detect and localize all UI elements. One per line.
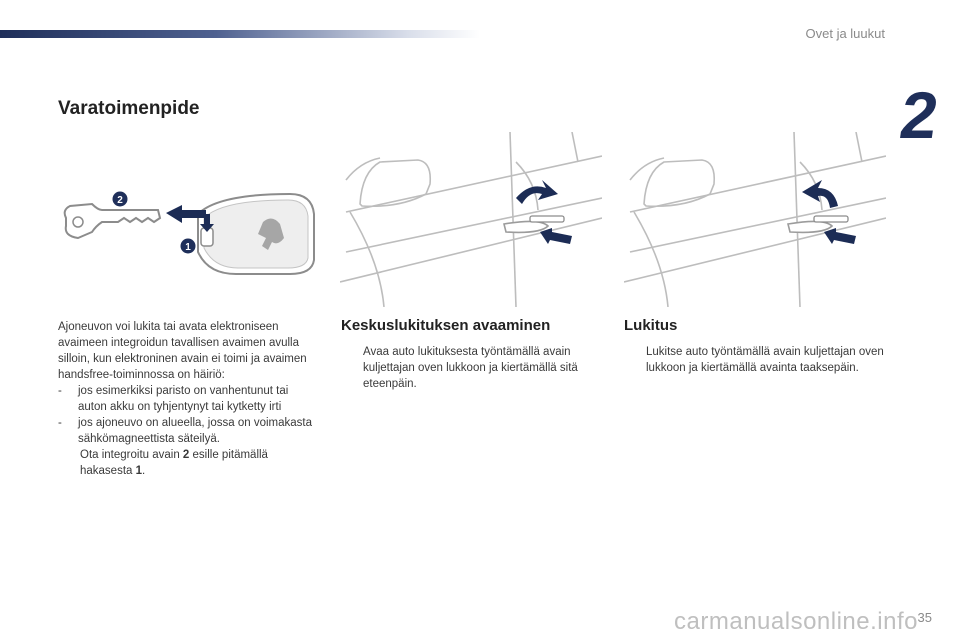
page-number: 35 [917, 610, 932, 625]
intro-paragraph: Ajoneuvon voi lukita tai avata elektroniseen avaimeen integroidun tavallisen avaimen avulla silloin, kun elektroninen avain ei toimi ja avaimen handsfree-toiminnossa on häiriö: [58, 321, 307, 381]
marker-1-label: 1 [185, 242, 191, 253]
bullet-item [58, 447, 318, 479]
door-unlock-illustration [340, 132, 602, 307]
lock-text: Lukitse auto työntämällä avain kuljettajan oven lukkoon ja kiertämällä avainta taaksepäin. [646, 346, 884, 374]
running-head: Ovet ja luukut [805, 26, 885, 41]
door-key [530, 216, 564, 222]
chapter-number: 2 [896, 78, 944, 152]
list-item-text: jos esimerkiksi paristo on vanhentunut tai auton akku on tyhjentynyt tai kytketty irti [78, 385, 289, 413]
door-lock-illustration [624, 132, 886, 307]
list-item-text: jos ajoneuvo on alueella, jossa on voimakasta sähkömagneettista säteilyä. [78, 417, 312, 445]
dash-marker: - [58, 385, 62, 397]
right-column [624, 318, 886, 376]
door-handle [788, 221, 832, 232]
header-gradient-bar [0, 30, 480, 38]
list-item [58, 383, 318, 415]
unlock-text: Avaa auto lukituksesta työntämällä avain kuljettajan oven lukkoon ja kiertämällä sitä eteenpäin. [363, 346, 578, 390]
bullet-item [624, 344, 886, 376]
key-fob-illustration [58, 188, 320, 280]
bullet-text-middle: esille pitämällä hakasesta [80, 449, 268, 477]
section-title: Varatoimenpide [58, 98, 200, 119]
middle-column [341, 318, 603, 392]
door-handle [504, 221, 548, 232]
dash-marker: - [58, 417, 62, 429]
watermark: carmanualsonline.info [674, 608, 918, 635]
list-item [58, 415, 318, 447]
left-column [58, 319, 318, 479]
unlock-heading: Keskuslukituksen avaaminen [341, 317, 551, 334]
bullet-text-after: . [142, 465, 146, 477]
lock-heading: Lukitus [624, 317, 678, 334]
door-key [814, 216, 848, 222]
bullet-item [341, 344, 603, 392]
arrow-push-icon [540, 228, 572, 244]
bullet-text-before: Ota integroitu avain [80, 449, 183, 461]
key-number: 2 [182, 449, 190, 461]
marker-2-label: 2 [117, 195, 123, 206]
rotate-backward-arrow-icon [802, 180, 838, 208]
arrow-push-icon [824, 228, 856, 244]
clip-number: 1 [135, 465, 143, 477]
